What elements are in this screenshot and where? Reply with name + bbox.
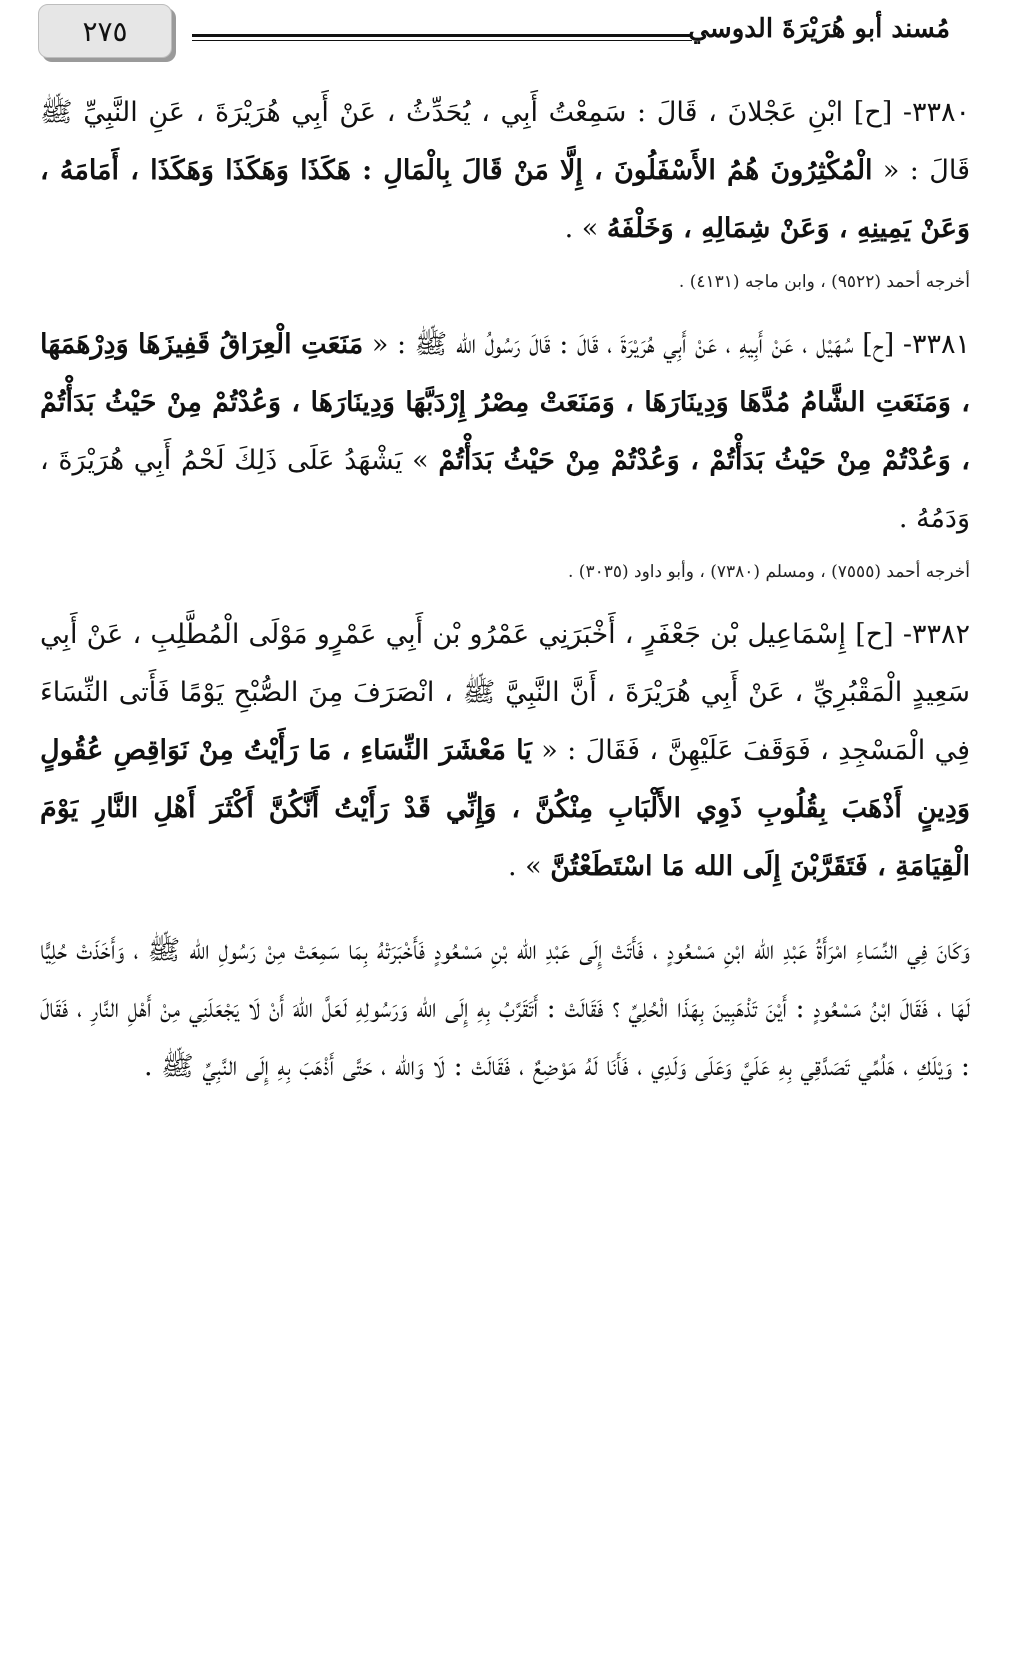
hadith-matn: يَا مَعْشَرَ النِّسَاءِ ، مَا رَأَيْتُ مِنْ نَوَاقِصِ عُقُولٍ وَدِينٍ أَذْهَبَ بِقُلُوبِ ذَوِي الأَلْبَابِ مِنْكُنَّ ، وَإِنِّي قَدْ رَأَيْتُ أَنَّكُنَّ أَكْثَرَ أَهْلِ النَّارِ يَوْمَ الْقِيَامَةِ ، فَتَقَرَّبْنَ إِلَى الله مَا اسْتَطَعْتُنَّ: [40, 735, 970, 882]
hadith-text: [40, 316, 970, 548]
page-header: [0, 0, 1010, 64]
hadith-text: [40, 84, 970, 258]
hadith-3381: [40, 316, 970, 590]
hadith-end: » .: [508, 851, 551, 882]
hadith-takhrij: أخرجه أحمد (٩٥٢٢) ، وابن ماجه (٤١٣١) .: [678, 272, 970, 292]
hadith-end: » .: [564, 213, 607, 244]
hadith-chain: - [ح] إِسْمَاعِيل بْن جَعْفَرٍ ، أَخْبَرَنِي عَمْرُو بْن أَبِي عَمْرٍو مَوْلَى الْمُطَّلِبِ ، عَنْ أَبِي سَعِيدٍ الْمَقْبُرِيِّ ، عَنْ أَبِي هُرَيْرَةَ ، أَنَّ النَّبِيَّ ﷺ ، انْصَرَفَ مِنَ الصُّبْحِ يَوْمًا فَأَتى النِّسَاءَ فِي الْمَسْجِدِ ، فَوَقَفَ عَلَيْهِنَّ ، فَقَالَ : «: [40, 619, 970, 766]
spacer: [40, 300, 970, 316]
hadith-chain: - [ح] سُهَيْل ، عَنْ أَبِيهِ ، عَنْ أَبِي هُرَيْرَةَ ، قَالَ : قَالَ رَسُولُ الله ﷺ : «: [363, 329, 912, 360]
hadith-matn: مَنَعَتِ الْعِرَاقُ قَفِيزَهَا وَدِرْهَمَهَا ، وَمَنَعَتِ الشَّامُ مُدَّهَا وَدِينَارَهَا ، وَمَنَعَتْ مِصْرُ إِرْدَبَّهَا وَدِينَارَهَا ، وَعُدْتُمْ مِنْ حَيْثُ بَدَأْتُمْ ، وَعُدْتُمْ مِنْ حَيْثُ بَدَأْتُمْ ، وَعُدْتُمْ مِنْ حَيْثُ بَدَأْتُمْ: [40, 329, 970, 476]
hadith-3382: [40, 606, 970, 1096]
header-rule: [192, 34, 692, 41]
spacer: [40, 590, 970, 606]
hadith-matn: الْمُكْثِرُونَ هُمُ الأَسْفَلُونَ ، إِلَّا مَنْ قَالَ بِالْمَالِ : هَكَذَا وَهَكَذَا وَهَكَذَا ، أَمَامَهُ ، وَعَنْ يَمِينِهِ ، وَعَنْ شِمَالِهِ ، وَخَلْفَهُ: [40, 155, 970, 244]
hadith-3380: [40, 84, 970, 300]
header-title: مُسند أبو هُرَيْرَةَ الدوسي: [688, 14, 950, 44]
hadith-chain: - [ح] ابْنِ عَجْلانَ ، قَالَ : سَمِعْتُ أَبِي ، يُحَدِّثُ ، عَنْ أَبِي هُرَيْرَةَ ، عَنِ النَّبِيِّ ﷺ قَالَ : «: [40, 97, 970, 186]
hadith-end: » يَشْهَدُ عَلَى ذَلِكَ لَحْمُ أَبِي هُرَيْرَةَ ، وَدَمُهُ .: [40, 445, 970, 534]
hadith-number: ٣٣٨٠: [911, 97, 970, 128]
hadith-continuation: وَكَانَ فِي النِّسَاءِ امْرَأَةُ عَبْدِ الله ابْنِ مَسْعُودٍ ، فَأَتَتْ إِلَى عَبْدِ الله بْنِ مَسْعُودٍ فَأَخْبَرَتْهُ بِمَا سَمِعَتْ مِنْ رَسُولِ الله ﷺ ، وَأَخَذَتْ حُلِيًّا لَهَا ، فَقَالَ ابْنُ مَسْعُودٍ : أَيْنَ تَذْهَبِينَ بِهَذَا الْحُلِيِّ ؟ فَقَالَتْ : أَتَقَرَّبُ بِهِ إِلَى الله وَرَسُولِهِ لَعَلَّ اللهَ أَنْ لَا يَجْعَلَنِي مِنْ أَهْلِ النَّارِ ، فَقَالَ : وَيْلَكِ ، هَلُمِّي تَصَدَّقِي بِهِ عَلَيَّ وَعَلَى وَلَدِي ، فَأَنَا لَهُ مَوْضِعٌ ، فَقَالَتْ : لَا وَالله ، حَتَّى أَذْهَبَ بِهِ إِلَى النَّبِيِّ ﷺ .: [40, 935, 970, 1082]
hadith-number: ٣٣٨١: [911, 329, 970, 360]
page-number: ٢٧٥: [38, 4, 172, 58]
hadith-text: [40, 606, 970, 896]
hadith-takhrij: أخرجه أحمد (٧٥٥٥) ، ومسلم (٧٣٨٠) ، وأبو داود (٣٠٣٥) .: [568, 562, 970, 582]
hadith-number: ٣٣٨٢: [911, 619, 970, 650]
page-content: [40, 84, 970, 1096]
